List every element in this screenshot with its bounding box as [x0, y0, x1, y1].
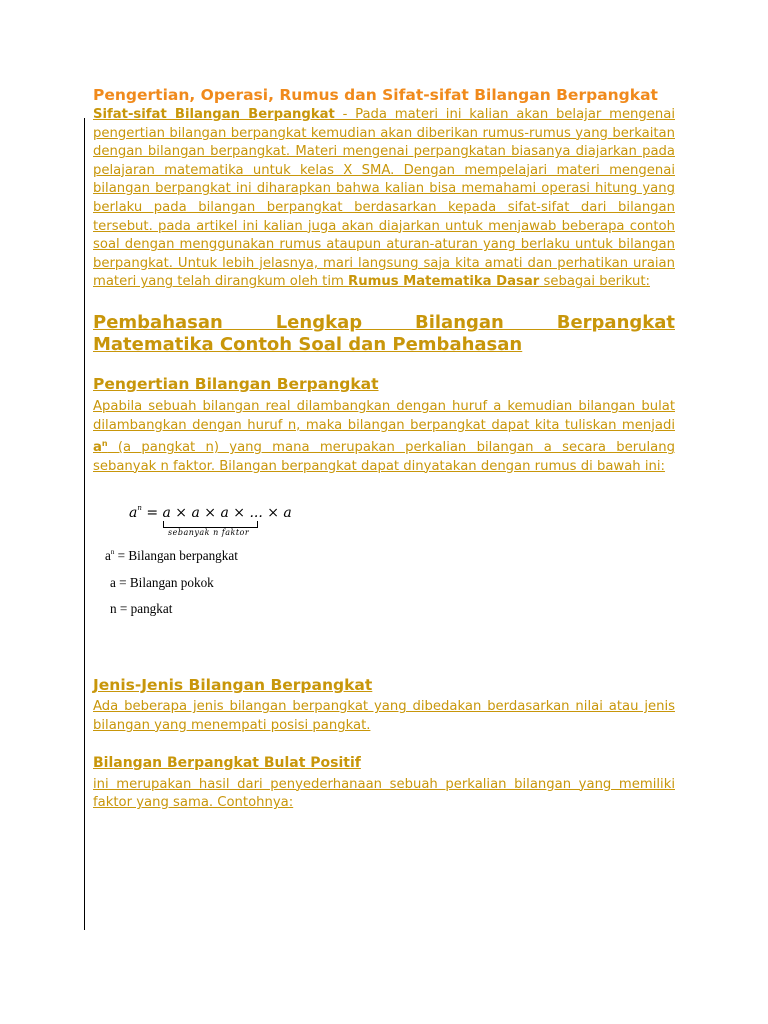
pengertian-text-before: Apabila sebuah bilangan real dilambangkan dengan huruf a kemudian bilangan bulat dilambangkan dengan huruf n, maka bilangan berpangkat dapat kita tuliskan menjadi	[93, 398, 675, 433]
brand-link[interactable]: Rumus Matematika Dasar	[348, 274, 540, 290]
main-heading	[93, 312, 675, 356]
definition-power: $a^n$ = Bilangan berpangkat	[105, 548, 238, 564]
intro-lead-link[interactable]: Sifat-sifat Bilangan Berpangkat	[93, 107, 335, 122]
definition-base: a = Bilangan pokok	[110, 575, 214, 591]
main-heading-line2: Matematika Contoh Soal dan Pembahasan	[93, 333, 523, 355]
left-margin-rule	[84, 118, 85, 930]
formula-equation: $a^n = a \times a \times a$ × ... × a	[129, 504, 292, 522]
intro-text: - Pada materi ini kalian akan belajar mengenai pengertian bilangan berpangkat kemudian akan diberikan rumus-rumus yang berkaitan dengan bilangan berpangkat. Materi mengenai perpangkatan biasanya diajarkan pada pelajaran matematika untuk kelas X SMA. Dengan mempelajari materi mengenai bilangan berpangkat ini diharapkan bahwa kalian bisa memahami operasi hitung yang berlaku pada bilangan berpangkat berdasarkan kepada sifat-sifat dari bilangan tersebut. pada artikel ini kalian juga akan diajarkan untuk menjawab beberapa contoh soal dengan menggunakan rumus ataupun aturan-aturan yang berlaku untuk bilangan berpangkat. Untuk lebih jelasnya, mari langsung saja kita amati dan perhatikan uraian materi yang telah dirangkum oleh tim	[93, 107, 676, 290]
formula-brace-label: sebanyak n faktor	[168, 528, 250, 538]
section-heading-jenis: Jenis-Jenis Bilangan Berpangkat	[93, 676, 373, 695]
formula-rhs: = a × a × a × ... × a	[146, 505, 292, 522]
bulat-positif-paragraph: ini merupakan hasil dari penyederhanaan sebuah perkalian bilangan yang memiliki faktor yang sama. Contohnya:	[93, 776, 675, 811]
formula-image	[93, 504, 675, 674]
intro-paragraph	[93, 106, 675, 292]
main-heading-line1: Pembahasan Lengkap Bilangan Berpangkat	[93, 311, 675, 333]
page-title: Pengertian, Operasi, Rumus dan Sifat-sifat Bilangan Berpangkat	[93, 86, 658, 104]
pengertian-text-after: (a pangkat n) yang mana merupakan perkalian bilangan a secara berulang sebanyak n faktor. Bilangan berpangkat dapat dinyatakan dengan rumus di bawah ini:	[93, 440, 675, 474]
definition-exponent: n = pangkat	[110, 601, 173, 617]
power-exponent: n	[101, 439, 108, 449]
jenis-paragraph: Ada beberapa jenis bilangan berpangkat yang dibedakan berdasarkan nilai atau jenis bilangan yang menempati posisi pangkat.	[93, 699, 675, 733]
power-base: a	[93, 440, 102, 456]
intro-tail: sebagai berikut:	[539, 274, 650, 290]
pengertian-paragraph	[93, 398, 675, 476]
document-body	[93, 86, 675, 813]
formula-brace	[163, 521, 258, 528]
section-heading-bulat-positif: Bilangan Berpangkat Bulat Positif	[93, 754, 361, 771]
section-heading-pengertian: Pengertian Bilangan Berpangkat	[93, 374, 379, 393]
